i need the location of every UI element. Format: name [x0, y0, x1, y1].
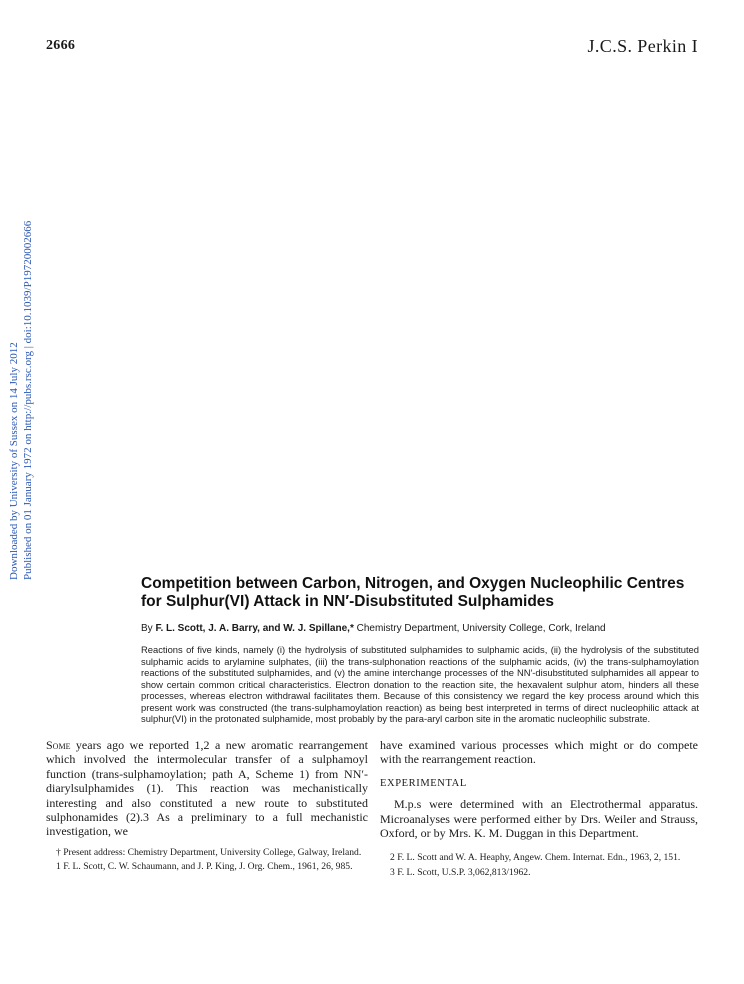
affiliation: Chemistry Department, University College, Cork, Ireland	[356, 623, 606, 634]
download-notice-line-1[interactable]: Downloaded by University of Sussex on 14 July 2012	[8, 342, 20, 580]
dropcap: Some	[46, 738, 71, 752]
author-line	[141, 622, 711, 635]
authors-prefix: By	[141, 623, 153, 634]
footnote-2: 2 F. L. Scott and W. A. Heaphy, Angew. Chem. Internat. Edn., 1963, 2, 151.	[390, 852, 681, 864]
intro-paragraph	[46, 738, 368, 839]
footnotes-left	[46, 847, 368, 873]
authors: F. L. Scott, J. A. Barry, and W. J. Spillane,*	[155, 623, 354, 634]
article-title	[141, 575, 711, 611]
left-column	[46, 738, 368, 873]
footnotes-right	[380, 852, 698, 878]
abstract: Reactions of five kinds, namely (i) the hydrolysis of substituted sulphamides to sulphamic acids, (ii) the hydrolysis of the substituted sulphamic acids to arylamine sulphates, (iii) the trans-sulphonation reactions of the sulphamic acids, (iv) the trans-sulphamoylation reactions of the substituted sulphamides, and (v) the amine interchange processes of the NN′-disubstituted sulphamides all appear to show certain common critical characteristics. Electron donation to the reaction site, the hexavalent sulphur atom, hinders all these processes, whereas electron withdrawal facilitates them. Because of this consistency we regard the key process around which this present work was constructed (the trans-sulphamoylation reaction) as being best interpreted in terms of direct nucleophilic attack at sulphur(VI) in the protonated sulphamide, most probably by the para-aryl carbon site in the aromatic nucleophilic substrate.	[141, 644, 699, 724]
footnote-dagger: † Present address: Chemistry Department, University College, Galway, Ireland.	[56, 846, 362, 858]
experimental-paragraph: M.p.s were determined with an Electrothermal apparatus. Microanalyses were performed either by Drs. Weiler and Strauss, Oxford, or by Mrs. K. M. Duggan in this Department.	[380, 797, 698, 841]
download-notice-line-2[interactable]: Published on 01 January 1972 on http://pubs.rsc.org | doi:10.1039/P19720002666	[22, 220, 34, 580]
footnote-1: 1 F. L. Scott, C. W. Schaumann, and J. P. King, J. Org. Chem., 1961, 26, 985.	[56, 861, 353, 873]
journal-name: J.C.S. Perkin I	[587, 36, 698, 56]
page-number: 2666	[46, 38, 76, 53]
section-heading: EXPERIMENTAL	[380, 777, 467, 789]
article-title-line-1: Competition between Carbon, Nitrogen, and Oxygen Nucleophilic Centres	[141, 575, 685, 592]
right-column	[380, 738, 698, 878]
continuation-paragraph: have examined various processes which might or do compete with the rearrangement reaction.	[380, 738, 698, 767]
download-notice	[3, 220, 35, 580]
article-title-line-2: for Sulphur(VI) Attack in NN′-Disubstituted Sulphamides	[141, 593, 555, 610]
footnote-3: 3 F. L. Scott, U.S.P. 3,062,813/1962.	[390, 866, 531, 878]
intro-text: years ago we reported 1,2 a new aromatic rearrangement which involved the intermolecular transfer of a sulphamoyl function (trans-sulphamoylation; path A, Scheme 1) from NN′-diarylsulphamides (1). This reaction was mechanistically interesting and also constituted a new route to substituted sulphonamides (2).3 As a preliminary to a full mechanistic investigation, we	[46, 738, 368, 839]
